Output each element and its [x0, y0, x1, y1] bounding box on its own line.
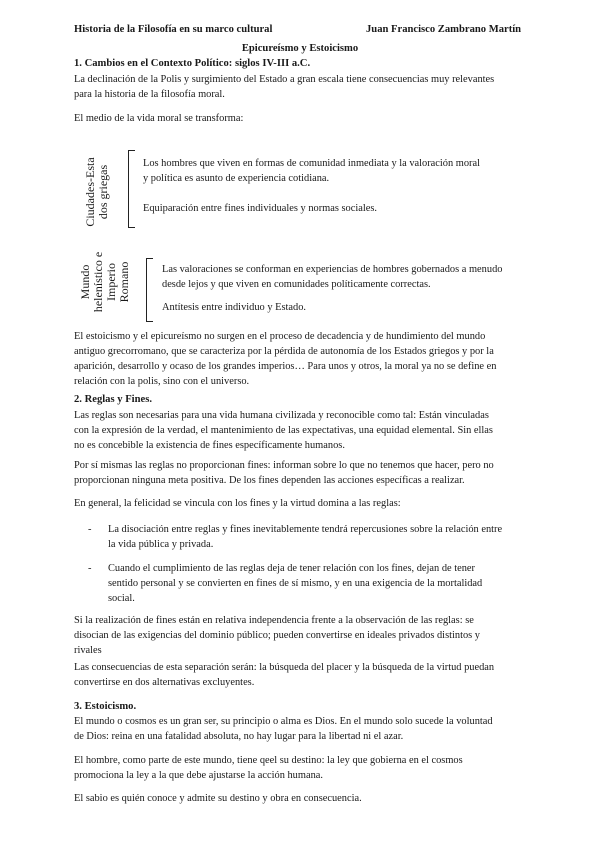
text-line: El mundo o cosmos es un gran ser, su principio o alma es Dios. En el mundo solo sucede la voluntad: [74, 716, 493, 727]
text-line: relación con la polis, sino con el universo.: [74, 376, 250, 387]
section3-paragraph2: [74, 753, 463, 783]
text-line: Las consecuencias de esta separación serán: la búsqueda del placer y la búsqueda de la virtud puedan: [74, 662, 495, 673]
bullet-item-1: [108, 522, 502, 552]
label-line: Mundo: [78, 264, 92, 300]
text-line: El estoicismo y el epicureísmo no surgen en el proceso de decadencia y de hundimiento del mundo: [74, 331, 486, 342]
text-line: rivales: [74, 645, 102, 656]
label-line: Ciudades-Esta: [83, 157, 97, 227]
bullet-item-2: [108, 561, 482, 606]
section1-paragraph2: El medio de la vida moral se transforma:: [74, 113, 244, 124]
diagram-group1-line3: Equiparación entre fines individuales y normas sociales.: [143, 203, 378, 214]
section2-paragraph1: [74, 408, 493, 453]
text-line: convertirse en dos alternativas excluyentes.: [74, 677, 255, 688]
text-line: social.: [108, 593, 135, 604]
text-line: Cuando el cumplimiento de las reglas deja de tener relación con los fines, dejan de tener: [108, 563, 476, 574]
text-line: proporcionan ninguna meta positiva. De los fines dependen las acciones específicas a realizar.: [74, 475, 465, 486]
section1-paragraph3: [74, 329, 529, 389]
text-line: Si la realización de fines están en relativa independencia frente a la observación de las reglas: se: [74, 615, 474, 626]
diagram-group1-line2: y política es asunto de experiencia cotidiana.: [143, 173, 330, 184]
text-line: Por sí mismas las reglas no proporcionan fines: informan sobre lo que no tenemos que hacer, pero no: [74, 460, 494, 471]
label-line: dos griegas: [96, 164, 110, 220]
text-line: La declinación de la Polis y surgimiento del Estado a gran escala tiene consecuencias muy relevantes: [74, 74, 495, 85]
text-line: Las reglas son necesarias para una vida humana civilizada y reconocible como tal: Están vinculadas: [74, 410, 489, 421]
section3-heading: 3. Estoicismo.: [74, 701, 137, 712]
text-line: disocian de las exigencias del dominio público; pueden convertirse en ideales privados distintos y: [74, 630, 481, 641]
text-line: la vida pública y privada.: [108, 539, 214, 550]
text-line: con la expresión de la verdad, el mantenimiento de las expectativas, una equidad elemental. Sin ellas: [74, 425, 493, 436]
header-right: Juan Francisco Zambrano Martín: [366, 24, 522, 35]
text-line: no es concebible la existencia de fines específicamente humanos.: [74, 440, 345, 451]
bullet-dash: -: [88, 563, 92, 574]
diagram-group2-line1: Las valoraciones se conforman en experiencias de hombres gobernados a menudo: [162, 264, 503, 275]
diagram-label-ciudades: [74, 142, 120, 242]
text-line: antiguo grecorromano, que se caracteriza por la pérdida de autonomía de los Estados griegos y por la: [74, 346, 494, 357]
bracket-group2: [146, 258, 153, 322]
text-line: El hombre, como parte de este mundo, tiene qeel su destino: la ley que gobierna en el cosmos: [74, 755, 463, 766]
page-title: Epicureísmo y Estoicismo: [241, 43, 359, 54]
text-line: La disociación entre reglas y fines inevitablemente tendrá repercusiones sobre la relación entre: [108, 524, 503, 535]
section1-paragraph1: [74, 72, 494, 102]
bullet-dash: -: [88, 524, 92, 535]
text-line: promociona la ley a la que debe ajustarse la acción humana.: [74, 770, 323, 781]
diagram-group1-line1: Los hombres que viven en formas de comunidad inmediata y la valoración moral: [143, 158, 481, 169]
section2-paragraph5: [74, 660, 494, 690]
diagram-group2-line2: desde lejos y que viven en comunidades políticamente correctas.: [162, 279, 431, 290]
section3-paragraph3: El sabio es quién conoce y admite su destino y obra en consecuencia.: [74, 793, 362, 804]
label-line: helenístico e: [91, 251, 105, 313]
section3-paragraph1: [74, 714, 493, 744]
section2-paragraph3: En general, la felicidad se vincula con los fines y la virtud domina a las reglas:: [74, 498, 401, 509]
text-line: de Dios: reina en una fatalidad absoluta, no hay lugar para la libertad ni el azar.: [74, 731, 404, 742]
text-line: aparición, desarrollo y ocaso de los grandes imperios… Para unos y otros, la moral ya no se define en: [74, 361, 497, 372]
section1-heading: 1. Cambios en el Contexto Político: siglos IV-III a.C.: [74, 58, 311, 69]
diagram-label-mundo: [74, 246, 136, 318]
text-line: para la historia de la filosofía moral.: [74, 89, 225, 100]
label-line: Imperio: [104, 263, 118, 301]
bracket-group1: [128, 150, 135, 228]
text-line: sentido personal y se convierten en fines de sí mismo, y en una exigencia de la mortalidad: [108, 578, 483, 589]
header-left: Historia de la Filosofía en su marco cultural: [74, 24, 273, 35]
section2-heading: 2. Reglas y Fines.: [74, 394, 152, 405]
section2-paragraph2: [74, 458, 494, 488]
diagram-group2-line3: Antítesis entre individuo y Estado.: [162, 302, 307, 313]
label-line: Romano: [117, 261, 131, 303]
section2-paragraph4: [74, 613, 480, 658]
